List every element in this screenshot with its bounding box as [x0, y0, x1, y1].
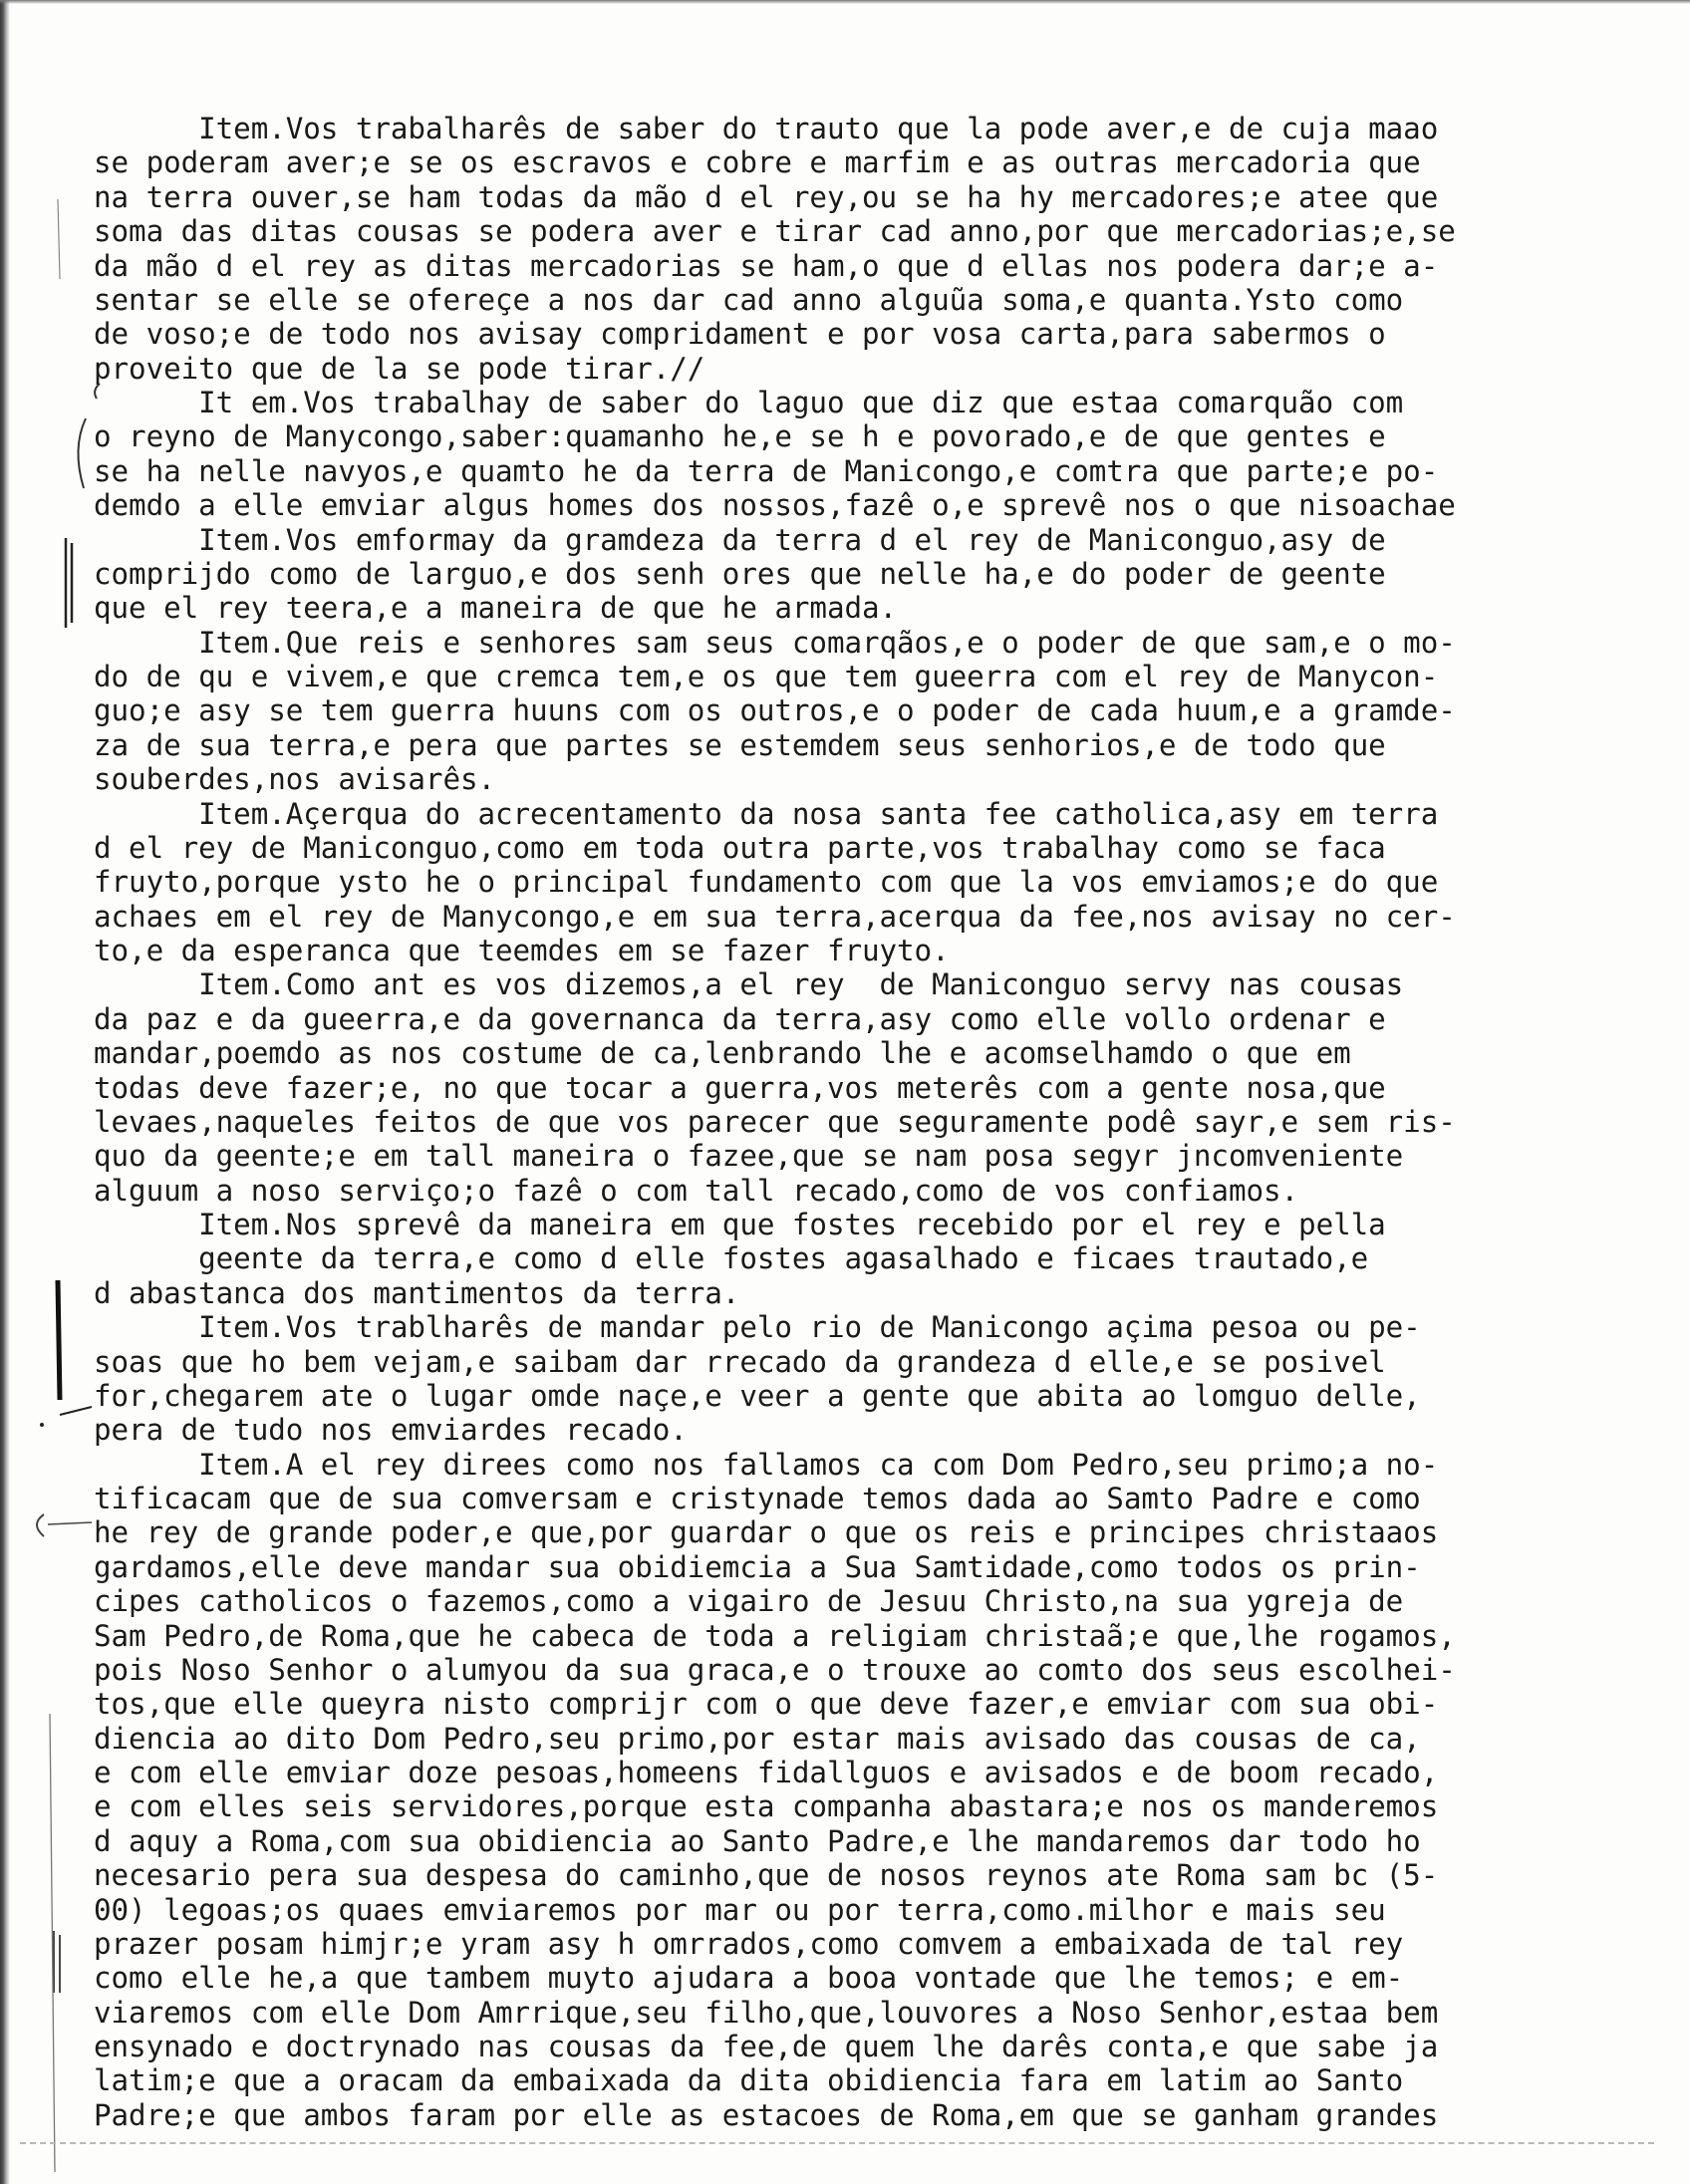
text-line: se ha nelle navyos,e quamto he da terra de Manicongo,e comtra que parte;e po- — [94, 453, 1439, 488]
text-line: za de sua terra,e pera que partes se estemdem seus senhorios,e de todo que — [94, 727, 1386, 762]
text-line: guo;e asy se tem guerra huuns com os outros,e o poder de cada huum,e a gramde- — [94, 693, 1456, 728]
text-line: da mão d el rey as ditas mercadorias se ham,o que d ellas nos podera dar;e a- — [94, 248, 1439, 283]
text-line: Sam Pedro,de Roma,que he cabeca de toda a religiam christaã;e que,lhe rogamos, — [94, 1618, 1456, 1653]
text-line: prazer posam himjr;e yram asy h omrrados,como comvem a embaixada de tal rey — [94, 1926, 1404, 1961]
text-line: fruyto,porque ysto he o principal fundamento com que la vos emviamos;e do que — [94, 865, 1439, 900]
text-line: 00) legoas;os quaes emviaremos por mar ou por terra,como.milhor e mais seu — [94, 1892, 1386, 1927]
text-line: quo da geente;e em tall maneira o fazee,que se nam posa segyr jncomveniente — [94, 1139, 1404, 1174]
margin-bracket-paragraph-2b — [78, 418, 86, 488]
text-line: Item.Que reis e senhores sam seus comarqãos,e o poder de que sam,e o mo- — [94, 625, 1456, 660]
text-line: comprijdo como de larguo,e dos senh ores que nelle ha,e do poder de geente — [94, 556, 1386, 591]
text-line: he rey de grande poder,e que,por guardar o que os reis e principes christaaos — [94, 1515, 1439, 1550]
text-line: e com elles seis servidores,porque esta companha abastara;e nos os manderemos — [94, 1789, 1439, 1824]
text-line: Item.Como ant es vos dizemos,a el rey de Maniconguo servy nas cousas — [94, 967, 1404, 1002]
text-line: sentar se elle se ofereçe a nos dar cad anno alguũa soma,e quanta.Ysto como — [94, 282, 1404, 317]
margin-c-arrow — [48, 1522, 92, 1524]
text-line: Item.Açerqua do acrecentamento da nosa santa fee catholica,asy em terra — [94, 796, 1439, 831]
scanned-top-edge — [0, 0, 1690, 4]
text-line: gardamos,elle deve mandar sua obidiemcia a Sua Samtidade,como todos os prin- — [94, 1549, 1421, 1584]
text-line: Item.Vos emformay da gramdeza da terra d el rey de Maniconguo,asy de — [94, 522, 1386, 557]
text-line: que el rey teera,e a maneira de que he armada. — [94, 591, 898, 626]
text-line: d aquy a Roma,com sua obidiencia ao Santo Padre,e lhe mandaremos dar todo ho — [94, 1823, 1421, 1858]
text-line: e com elle emviar doze pesoas,homeens fidallguos e avisados e de boom recado, — [94, 1756, 1439, 1789]
text-line: d el rey de Maniconguo,como em toda outra parte,vos trabalhay como se faca — [94, 830, 1386, 865]
text-line: for,chegarem ate o lugar omde naçe,e veer a gente que abita ao lomguo delle, — [94, 1378, 1421, 1413]
text-line: latim;e que a oracam da embaixada da dita obidiencia fara em latim ao Santo — [94, 2063, 1404, 2098]
text-line: alguum a noso serviço;o fazê o com tall recado,como de vos confiamos. — [94, 1173, 1299, 1208]
margin-double-line-paragraph-end — [54, 1931, 60, 1993]
text-line: mandar,poemdo as nos costume de ca,lenbrando lhe e acomselhamdo o que em — [94, 1036, 1351, 1071]
text-line: Padre;e que ambos faram por elle as estacoes de Roma,em que se ganham grandes — [94, 2097, 1439, 2132]
text-line: soas que ho bem vejam,e saibam dar rrecado da grandeza d elle,e se posivel — [94, 1344, 1386, 1379]
text-line: to,e da esperanca que teemdes em se fazer fruyto. — [94, 934, 950, 967]
margin-bracket-paragraph-9 — [58, 1280, 60, 1400]
text-line: souberdes,nos avisarês. — [94, 762, 496, 797]
margin-pencil-tick — [58, 199, 60, 279]
text-line: do de qu e vivem,e que cremca tem,e os que tem gueerra com el rey de Manycon- — [94, 660, 1439, 693]
text-line: da paz e da gueerra,e da governanca da terra,asy como elle vollo ordenar e — [94, 1001, 1386, 1036]
margin-bracket-arrow — [60, 1407, 92, 1415]
text-line: proveito que de la se pode tirar.// — [94, 351, 705, 386]
text-line: cipes catholicos o fazemos,como a vigairo de Jesuu Christo,na sua ygreja de — [94, 1584, 1404, 1619]
text-line: geente da terra,e como d elle fostes agasalhado e ficaes trautado,e — [94, 1241, 1369, 1276]
text-line: o reyno de Manycongo,saber:quamanho he,e se h e povorado,e de que gentes e — [94, 419, 1386, 454]
text-line: Item.Vos trabalharês de saber do trauto que la pode aver,e de cuja maao — [94, 112, 1439, 145]
bottom-dashed-rule — [20, 2142, 1654, 2144]
text-line: ensynado e doctrynado nas cousas da fee,de quem lhe darês conta,e que sabe ja — [94, 2030, 1439, 2063]
text-line: pois Noso Senhor o alumyou da sua graca,e o trouxe ao comto dos seus escolhei- — [94, 1652, 1456, 1687]
text-line: tificacam que de sua comversam e cristynade temos dada ao Samto Padre e como — [94, 1482, 1421, 1515]
margin-dot — [40, 1423, 44, 1427]
text-line: na terra ouver,se ham todas da mão d el rey,ou se ha hy mercadores;e atee que — [94, 179, 1439, 214]
text-line: Item.Vos trablharês de mandar pelo rio de Manicongo açima pesoa ou pe- — [94, 1310, 1421, 1345]
text-line: pera de tudo nos emviardes recado. — [94, 1413, 688, 1448]
text-line: levaes,naqueles feitos de que vos parecer que seguramente podê sayr,e sem ris- — [94, 1104, 1456, 1139]
margin-long-pencil-line — [50, 1714, 55, 2172]
text-line: achaes em el rey de Manycongo,e em sua terra,acerqua da fee,nos avisay no cer- — [94, 899, 1456, 934]
text-line: Item.A el rey direes como nos fallamos ca com Dom Pedro,seu primo;a no- — [94, 1447, 1439, 1482]
text-line: se poderam aver;e se os escravos e cobre e marfim e as outras mercadoria que — [94, 145, 1421, 180]
text-line: It em.Vos trabalhay de saber do laguo que diz que estaa comarquão com — [94, 386, 1404, 419]
text-line: d abastanca dos mantimentos da terra. — [94, 1275, 740, 1310]
text-line: de voso;e de todo nos avisay compridament e por vosa carta,para sabermos o — [94, 317, 1386, 352]
margin-double-line-paragraph-3 — [66, 538, 72, 628]
text-line: Item.Nos sprevê da maneira em que fostes recebido por el rey e pella — [94, 1208, 1386, 1241]
text-line: viaremos com elle Dom Amrrique,seu filho,que,louvores a Noso Senhor,estaa bem — [94, 1995, 1439, 2030]
text-line: tos,que elle queyra nisto comprijr com o que deve fazer,e emviar com sua obi- — [94, 1687, 1439, 1722]
typed-letter-text — [94, 112, 1688, 2132]
text-line: soma das ditas cousas se podera aver e tirar cad anno,por que mercadorias;e,se — [94, 214, 1456, 249]
text-line: necesario pera sua despesa do caminho,que de nosos reynos ate Roma sam bc (5- — [94, 1858, 1439, 1893]
text-line: como elle he,a que tambem muyto ajudara a booa vontade que lhe temos; e em- — [94, 1961, 1404, 1996]
text-line: todas deve fazer;e, no que tocar a guerra,vos meterês com a gente nosa,que — [94, 1070, 1386, 1105]
text-line: demdo a elle emviar algus homes dos nossos,fazê o,e sprevê nos o que nisoachae — [94, 488, 1456, 523]
scanned-left-edge — [0, 0, 10, 2184]
margin-c-mark — [37, 1514, 44, 1536]
text-line: diencia ao dito Dom Pedro,seu primo,por estar mais avisado das cousas de ca, — [94, 1721, 1421, 1756]
